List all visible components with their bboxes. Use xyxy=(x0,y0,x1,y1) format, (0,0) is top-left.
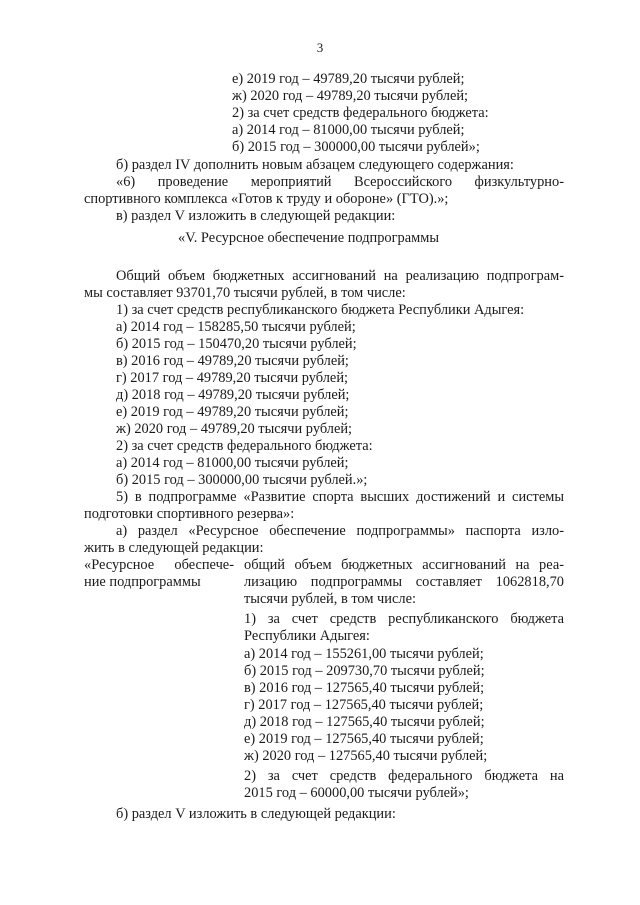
volume-line-1: Общий объем бюджетных ассигнований на реализацию подпрограм- xyxy=(116,268,564,284)
table-right-line-4: 1) за счет средств республиканского бюджета xyxy=(244,611,564,627)
list-item: е) 2019 год – 49789,20 тысячи рублей; xyxy=(232,71,465,87)
list-item: г) 2017 год – 49789,20 тысячи рублей; xyxy=(116,370,349,386)
table-right-line-2: лизацию подпрограммы составляет 1062818,70 xyxy=(244,574,564,590)
list-item: в) 2016 год – 127565,40 тысячи рублей; xyxy=(244,680,485,696)
section-iv-intro: б) раздел IV дополнить новым абзацем следующего содержания: xyxy=(116,157,514,173)
list-item: ж) 2020 год – 49789,20 тысячи рублей; xyxy=(232,88,469,104)
volume-line-2: мы составляет 93701,70 тысячи рублей, в том числе: xyxy=(84,285,406,301)
subprogram-5-line-1: 5) в подпрограмме «Развитие спорта высших достижений и системы xyxy=(116,489,564,505)
section-v-intro: в) раздел V изложить в следующей редакции: xyxy=(116,208,396,224)
table-right-line-3: тысячи рублей, в том числе: xyxy=(244,591,416,607)
list-item: а) 2014 год – 81000,00 тысячи рублей; xyxy=(232,122,465,138)
list-item: 1) за счет средств республиканского бюджета Республики Адыгея: xyxy=(116,302,525,318)
list-item: 2) за счет средств федерального бюджета: xyxy=(232,105,489,121)
table-right-fed-line-2: 2015 год – 60000,00 тысячи рублей»; xyxy=(244,785,469,801)
list-item: б) 2015 год – 300000,00 тысячи рублей»; xyxy=(232,139,480,155)
table-right-fed-line-1: 2) за счет средств федерального бюджета на xyxy=(244,768,564,784)
list-item: а) 2014 год – 158285,50 тысячи рублей; xyxy=(116,319,356,335)
table-left-line-1: «Ресурсное обеспече- xyxy=(84,557,234,573)
event-line-2: спортивного комплекса «Готов к труду и обороне» (ГТО).»; xyxy=(84,191,449,207)
page-number: 3 xyxy=(316,40,324,55)
list-item: д) 2018 год – 49789,20 тысячи рублей; xyxy=(116,387,350,403)
final-line: б) раздел V изложить в следующей редакции: xyxy=(116,806,396,822)
subprogram-5a-line-1: а) раздел «Ресурсное обеспечение подпрограммы» паспорта изло- xyxy=(116,523,564,539)
subprogram-5-line-2: подготовки спортивного резерва»: xyxy=(84,506,295,522)
list-item: е) 2019 год – 127565,40 тысячи рублей; xyxy=(244,731,484,747)
list-item: в) 2016 год – 49789,20 тысячи рублей; xyxy=(116,353,349,369)
list-item: а) 2014 год – 155261,00 тысячи рублей; xyxy=(244,646,484,662)
list-item: г) 2017 год – 127565,40 тысячи рублей; xyxy=(244,697,484,713)
list-item: ж) 2020 год – 127565,40 тысячи рублей; xyxy=(244,748,488,764)
list-item: б) 2015 год – 300000,00 тысячи рублей.»; xyxy=(116,472,368,488)
list-item: 2) за счет средств федерального бюджета: xyxy=(116,438,373,454)
table-left-line-2: ние подпрограммы xyxy=(84,574,201,590)
list-item: б) 2015 год – 150470,20 тысячи рублей; xyxy=(116,336,357,352)
list-item: д) 2018 год – 127565,40 тысячи рублей; xyxy=(244,714,485,730)
table-right-line-1: общий объем бюджетных ассигнований на реа- xyxy=(244,557,564,573)
list-item: а) 2014 год – 81000,00 тысячи рублей; xyxy=(116,455,349,471)
table-right-line-5: Республики Адыгея: xyxy=(244,628,370,644)
subprogram-5a-line-2: жить в следующей редакции: xyxy=(84,540,264,556)
top-funding-list xyxy=(232,71,489,156)
list-item: б) 2015 год – 209730,70 тысячи рублей; xyxy=(244,663,485,679)
republic-funding-list xyxy=(116,302,524,489)
event-line-1: «6) проведение мероприятий Всероссийского физкультурно- xyxy=(116,174,564,190)
passport-years-list xyxy=(244,646,487,765)
list-item: ж) 2020 год – 49789,20 тысячи рублей; xyxy=(116,421,353,437)
list-item: е) 2019 год – 49789,20 тысячи рублей; xyxy=(116,404,349,420)
section-v-heading: «V. Ресурсное обеспечение подпрограммы xyxy=(178,230,439,246)
